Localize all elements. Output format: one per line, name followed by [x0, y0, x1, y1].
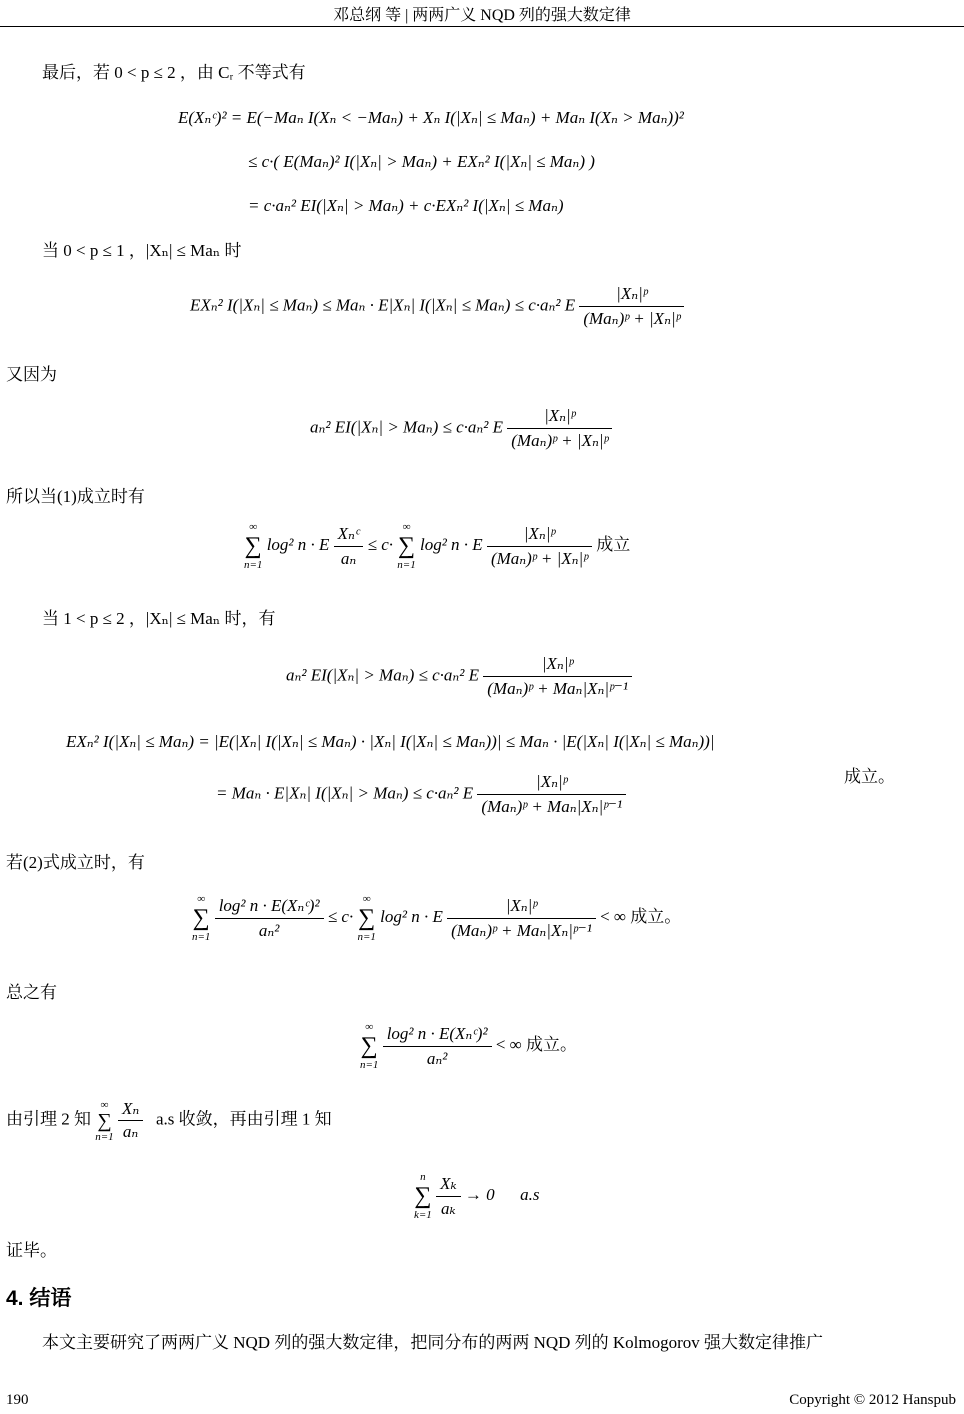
denominator: aₖ: [436, 1196, 461, 1221]
numerator: |Xₙ|ᵖ: [505, 895, 538, 915]
summation: ∞ ∑ n=1: [192, 893, 211, 943]
denominator: aₙ²: [215, 918, 324, 943]
equation-line: = c·aₙ² EI(|Xₙ| > Maₙ) + c·EXₙ² I(|Xₙ| ≤ Maₙ): [248, 196, 564, 215]
numerator: log² n · E(Xₙᶜ)²: [218, 895, 320, 915]
equation-part: → 0 a.s: [464, 1184, 540, 1204]
numerator: Xₙᶜ: [337, 523, 360, 543]
equation-line: EXₙ² I(|Xₙ| ≤ Maₙ) = |E(|Xₙ| I(|Xₙ| ≤ Maₙ) · |Xₙ| I(|Xₙ| ≤ Maₙ))| ≤ Maₙ · |E(|Xₙ| I(|Xₙ| ≤ Maₙ))|: [66, 732, 715, 751]
equation-part: < ∞ 成立。: [600, 906, 682, 926]
fraction: [447, 894, 596, 943]
text-line: 当 1 < p ≤ 2 ，|Xₙ| ≤ Maₙ 时，有: [42, 609, 276, 628]
text-line: 又因为: [6, 365, 57, 384]
numerator: |Xₙ|ᵖ: [536, 772, 568, 791]
body-paragraph: 本文主要研究了两两广义 NQD 列的强大数定律，把同分布的两两 NQD 列的 Kolmogorov 强大数定律推广: [42, 1333, 824, 1352]
fraction: [579, 282, 684, 331]
summation: ∞ ∑ n=1: [397, 521, 416, 571]
denominator: aₙ: [334, 546, 364, 571]
text-line: 总之有: [6, 983, 57, 1002]
summation: ∞ ∑ n=1: [244, 521, 263, 571]
running-header: 邓总纲 等 | 两两广义 NQD 列的强大数定律: [333, 7, 631, 24]
denominator: (Maₙ)ᵖ + Maₙ|Xₙ|ᵖ⁻¹: [483, 676, 632, 701]
text-line: 成立。: [844, 767, 895, 786]
text-line: 所以当(1)成立时有: [6, 487, 145, 506]
fraction: [477, 770, 626, 819]
equation-line: [310, 404, 612, 453]
text-line: 当 0 < p ≤ 1 ，|Xₙ| ≤ Maₙ 时: [42, 241, 242, 260]
equation-part: = Maₙ · E|Xₙ| I(|Xₙ| > Maₙ) ≤ c·aₙ² E: [216, 783, 474, 803]
fraction: [118, 1098, 143, 1143]
denominator: (Maₙ)ᵖ + |Xₙ|ᵖ: [507, 428, 612, 453]
equation-line: [286, 652, 632, 701]
equation-part: log² n · E: [380, 906, 443, 926]
fraction: [483, 652, 632, 701]
denominator: (Maₙ)ᵖ + |Xₙ|ᵖ: [487, 546, 592, 571]
text-line: [6, 1098, 332, 1143]
equation-part: < ∞ 成立。: [495, 1034, 578, 1054]
denominator: (Maₙ)ᵖ + Maₙ|Xₙ|ᵖ⁻¹: [447, 918, 596, 943]
equation-line: ≤ c·( E(Maₙ)² I(|Xₙ| > Maₙ) + EXₙ² I(|Xₙ| ≤ Maₙ) ): [248, 152, 595, 171]
numerator: |Xₙ|ᵖ: [616, 284, 648, 303]
equation-line: [360, 1020, 577, 1072]
fraction: [487, 522, 592, 571]
equation-part: ≤ c·: [367, 534, 394, 554]
equation-part: log² n · E: [266, 534, 330, 554]
fraction: [334, 522, 364, 571]
equation-line: [192, 892, 681, 944]
text-line: 若(2)式成立时，有: [6, 853, 145, 872]
denominator: aₙ: [118, 1120, 143, 1143]
fraction: [215, 894, 324, 943]
equation-part: log² n · E: [419, 534, 483, 554]
equation-part: 成立: [596, 534, 631, 554]
fraction: [507, 404, 612, 453]
denominator: aₙ²: [383, 1046, 492, 1071]
page-number: 190: [6, 1392, 29, 1408]
summation: ∞ ∑ n=1: [95, 1098, 114, 1143]
numerator: Xₙ: [121, 1099, 140, 1118]
denominator: (Maₙ)ᵖ + |Xₙ|ᵖ: [579, 306, 684, 331]
numerator: |Xₙ|ᵖ: [544, 406, 576, 425]
numerator: log² n · E(Xₙᶜ)²: [386, 1023, 488, 1043]
summation: n ∑ k=1: [414, 1171, 432, 1221]
numerator: |Xₙ|ᵖ: [523, 523, 556, 543]
equation-line: [216, 770, 626, 819]
text-part: a.s 收敛，再由引理 1 知: [155, 1109, 332, 1129]
text-line: 证毕。: [6, 1241, 57, 1260]
summation: ∞ ∑ n=1: [360, 1021, 379, 1071]
numerator: |Xₙ|ᵖ: [541, 654, 574, 673]
equation-line: [414, 1170, 540, 1222]
equation-line: [190, 282, 684, 331]
equation-line: E(Xₙᶜ)² = E(−Maₙ I(Xₙ < −Maₙ) + Xₙ I(|Xₙ| ≤ Maₙ) + Maₙ I(Xₙ > Maₙ))²: [178, 108, 684, 127]
header-rule: [0, 26, 964, 27]
numerator: Xₖ: [440, 1173, 457, 1193]
denominator: (Maₙ)ᵖ + Maₙ|Xₙ|ᵖ⁻¹: [477, 794, 626, 819]
summation: ∞ ∑ n=1: [357, 893, 376, 943]
equation-part: aₙ² EI(|Xₙ| > Maₙ) ≤ c·aₙ² E: [310, 417, 503, 437]
fraction: [436, 1172, 461, 1221]
equation-part: aₙ² EI(|Xₙ| > Maₙ) ≤ c·aₙ² E: [286, 665, 479, 685]
text-line: 最后，若 0 < p ≤ 2 ，由 Cᵣ 不等式有: [42, 63, 306, 82]
text-part: 由引理 2 知: [6, 1109, 91, 1129]
fraction: [383, 1022, 492, 1071]
section-heading: 4. 结语: [6, 1287, 72, 1310]
copyright-footer: Copyright © 2012 Hanspub: [789, 1392, 956, 1408]
equation-line: [244, 520, 630, 572]
equation-part: EXₙ² I(|Xₙ| ≤ Maₙ) ≤ Maₙ · E|Xₙ| I(|Xₙ| ≤ Maₙ) ≤ c·aₙ² E: [190, 295, 576, 315]
equation-part: ≤ c·: [327, 906, 354, 926]
